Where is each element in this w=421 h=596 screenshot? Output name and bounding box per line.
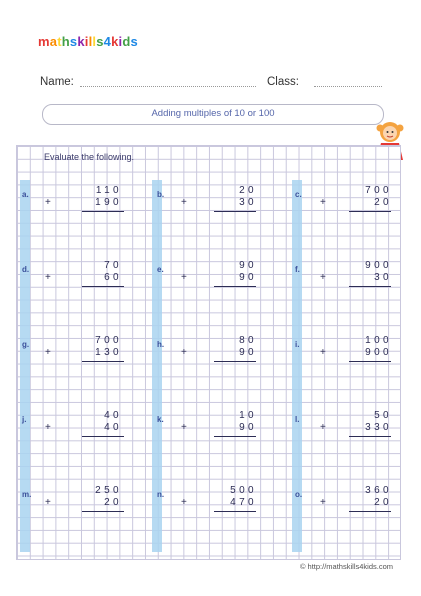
addend-bottom: 130 bbox=[95, 347, 122, 358]
logo-letter: k bbox=[77, 34, 85, 49]
addend-top: 110 bbox=[95, 185, 122, 196]
addend-top: 900 bbox=[365, 260, 392, 271]
answer-line bbox=[214, 361, 256, 362]
answer-line bbox=[82, 361, 124, 362]
addend-top: 40 bbox=[104, 410, 122, 421]
addend-bottom: 900 bbox=[365, 347, 392, 358]
answer-line bbox=[349, 361, 391, 362]
addend-top: 20 bbox=[239, 185, 257, 196]
answer-line bbox=[82, 511, 124, 512]
graph-paper-grid bbox=[16, 145, 401, 560]
addend-bottom: 90 bbox=[239, 272, 257, 283]
logo-letter: s bbox=[69, 34, 78, 49]
logo-letter: s bbox=[96, 34, 104, 49]
addend-top: 700 bbox=[95, 335, 122, 346]
logo-letter: i bbox=[84, 34, 89, 49]
answer-line bbox=[349, 211, 391, 212]
plus-sign: + bbox=[45, 272, 51, 283]
worksheet-title: Adding multiples of 10 or 100 bbox=[151, 108, 275, 119]
problem-label: j. bbox=[22, 415, 27, 424]
logo-letter: d bbox=[122, 34, 131, 49]
addend-top: 90 bbox=[239, 260, 257, 271]
addend-bottom: 30 bbox=[239, 197, 257, 208]
problem-label: o. bbox=[295, 490, 303, 499]
problem-label: h. bbox=[157, 340, 165, 349]
plus-sign: + bbox=[181, 422, 187, 433]
problem-label: a. bbox=[22, 190, 29, 199]
problem-label: f. bbox=[295, 265, 300, 274]
addend-bottom: 90 bbox=[239, 347, 257, 358]
logo-letter: k bbox=[111, 34, 119, 49]
addend-top: 70 bbox=[104, 260, 122, 271]
addend-bottom: 20 bbox=[374, 197, 392, 208]
plus-sign: + bbox=[181, 197, 187, 208]
plus-sign: + bbox=[181, 497, 187, 508]
addend-top: 500 bbox=[230, 485, 257, 496]
addend-top: 80 bbox=[239, 335, 257, 346]
addend-top: 250 bbox=[95, 485, 122, 496]
problem-label: m. bbox=[22, 490, 32, 499]
problem-label: e. bbox=[157, 265, 164, 274]
instruction-text: Evaluate the following. bbox=[44, 152, 135, 162]
addend-bottom: 20 bbox=[104, 497, 122, 508]
addend-top: 10 bbox=[239, 410, 257, 421]
logo-letter: h bbox=[61, 34, 70, 49]
problem-label: n. bbox=[157, 490, 165, 499]
logo-letter: a bbox=[49, 34, 58, 49]
problem-label: k. bbox=[157, 415, 164, 424]
problem-label: i. bbox=[295, 340, 300, 349]
answer-line bbox=[82, 436, 124, 437]
addend-bottom: 20 bbox=[374, 497, 392, 508]
answer-line bbox=[214, 511, 256, 512]
plus-sign: + bbox=[181, 272, 187, 283]
plus-sign: + bbox=[45, 197, 51, 208]
logo-letter: 4 bbox=[103, 34, 112, 49]
addend-top: 360 bbox=[365, 485, 392, 496]
problem-label: d. bbox=[22, 265, 30, 274]
problem-label: l. bbox=[295, 415, 300, 424]
class-label: Class: bbox=[267, 76, 299, 88]
footer bbox=[0, 562, 421, 574]
logo-letter: s bbox=[130, 34, 138, 49]
plus-sign: + bbox=[320, 272, 326, 283]
problem-label: g. bbox=[22, 340, 30, 349]
addend-bottom: 190 bbox=[95, 197, 122, 208]
name-label: Name: bbox=[40, 76, 74, 88]
plus-sign: + bbox=[320, 422, 326, 433]
plus-sign: + bbox=[320, 347, 326, 358]
problem-label: c. bbox=[295, 190, 302, 199]
logo-letter: i bbox=[118, 34, 123, 49]
plus-sign: + bbox=[320, 497, 326, 508]
plus-sign: + bbox=[181, 347, 187, 358]
logo-letter: l bbox=[92, 34, 97, 49]
answer-line bbox=[349, 286, 391, 287]
logo-letter: m bbox=[38, 34, 50, 49]
addend-bottom: 470 bbox=[230, 497, 257, 508]
answer-line bbox=[349, 511, 391, 512]
addend-bottom: 330 bbox=[365, 422, 392, 433]
plus-sign: + bbox=[320, 197, 326, 208]
addend-bottom: 30 bbox=[374, 272, 392, 283]
logo-letter: l bbox=[88, 34, 93, 49]
name-line bbox=[80, 86, 256, 87]
answer-line bbox=[82, 211, 124, 212]
addend-bottom: 40 bbox=[104, 422, 122, 433]
answer-line bbox=[349, 436, 391, 437]
plus-sign: + bbox=[45, 497, 51, 508]
addend-bottom: 60 bbox=[104, 272, 122, 283]
answer-line bbox=[214, 436, 256, 437]
footer-url: © http://mathskills4kids.com bbox=[299, 562, 393, 571]
logo-letter: t bbox=[57, 34, 62, 49]
addend-top: 50 bbox=[374, 410, 392, 421]
answer-line bbox=[214, 211, 256, 212]
mathskills4kids-logo bbox=[38, 34, 138, 49]
addend-bottom: 90 bbox=[239, 422, 257, 433]
addend-top: 100 bbox=[365, 335, 392, 346]
problem-label: b. bbox=[157, 190, 165, 199]
class-line bbox=[314, 86, 382, 87]
plus-sign: + bbox=[45, 347, 51, 358]
plus-sign: + bbox=[45, 422, 51, 433]
answer-line bbox=[214, 286, 256, 287]
addend-top: 700 bbox=[365, 185, 392, 196]
title-bar bbox=[42, 104, 384, 125]
answer-line bbox=[82, 286, 124, 287]
